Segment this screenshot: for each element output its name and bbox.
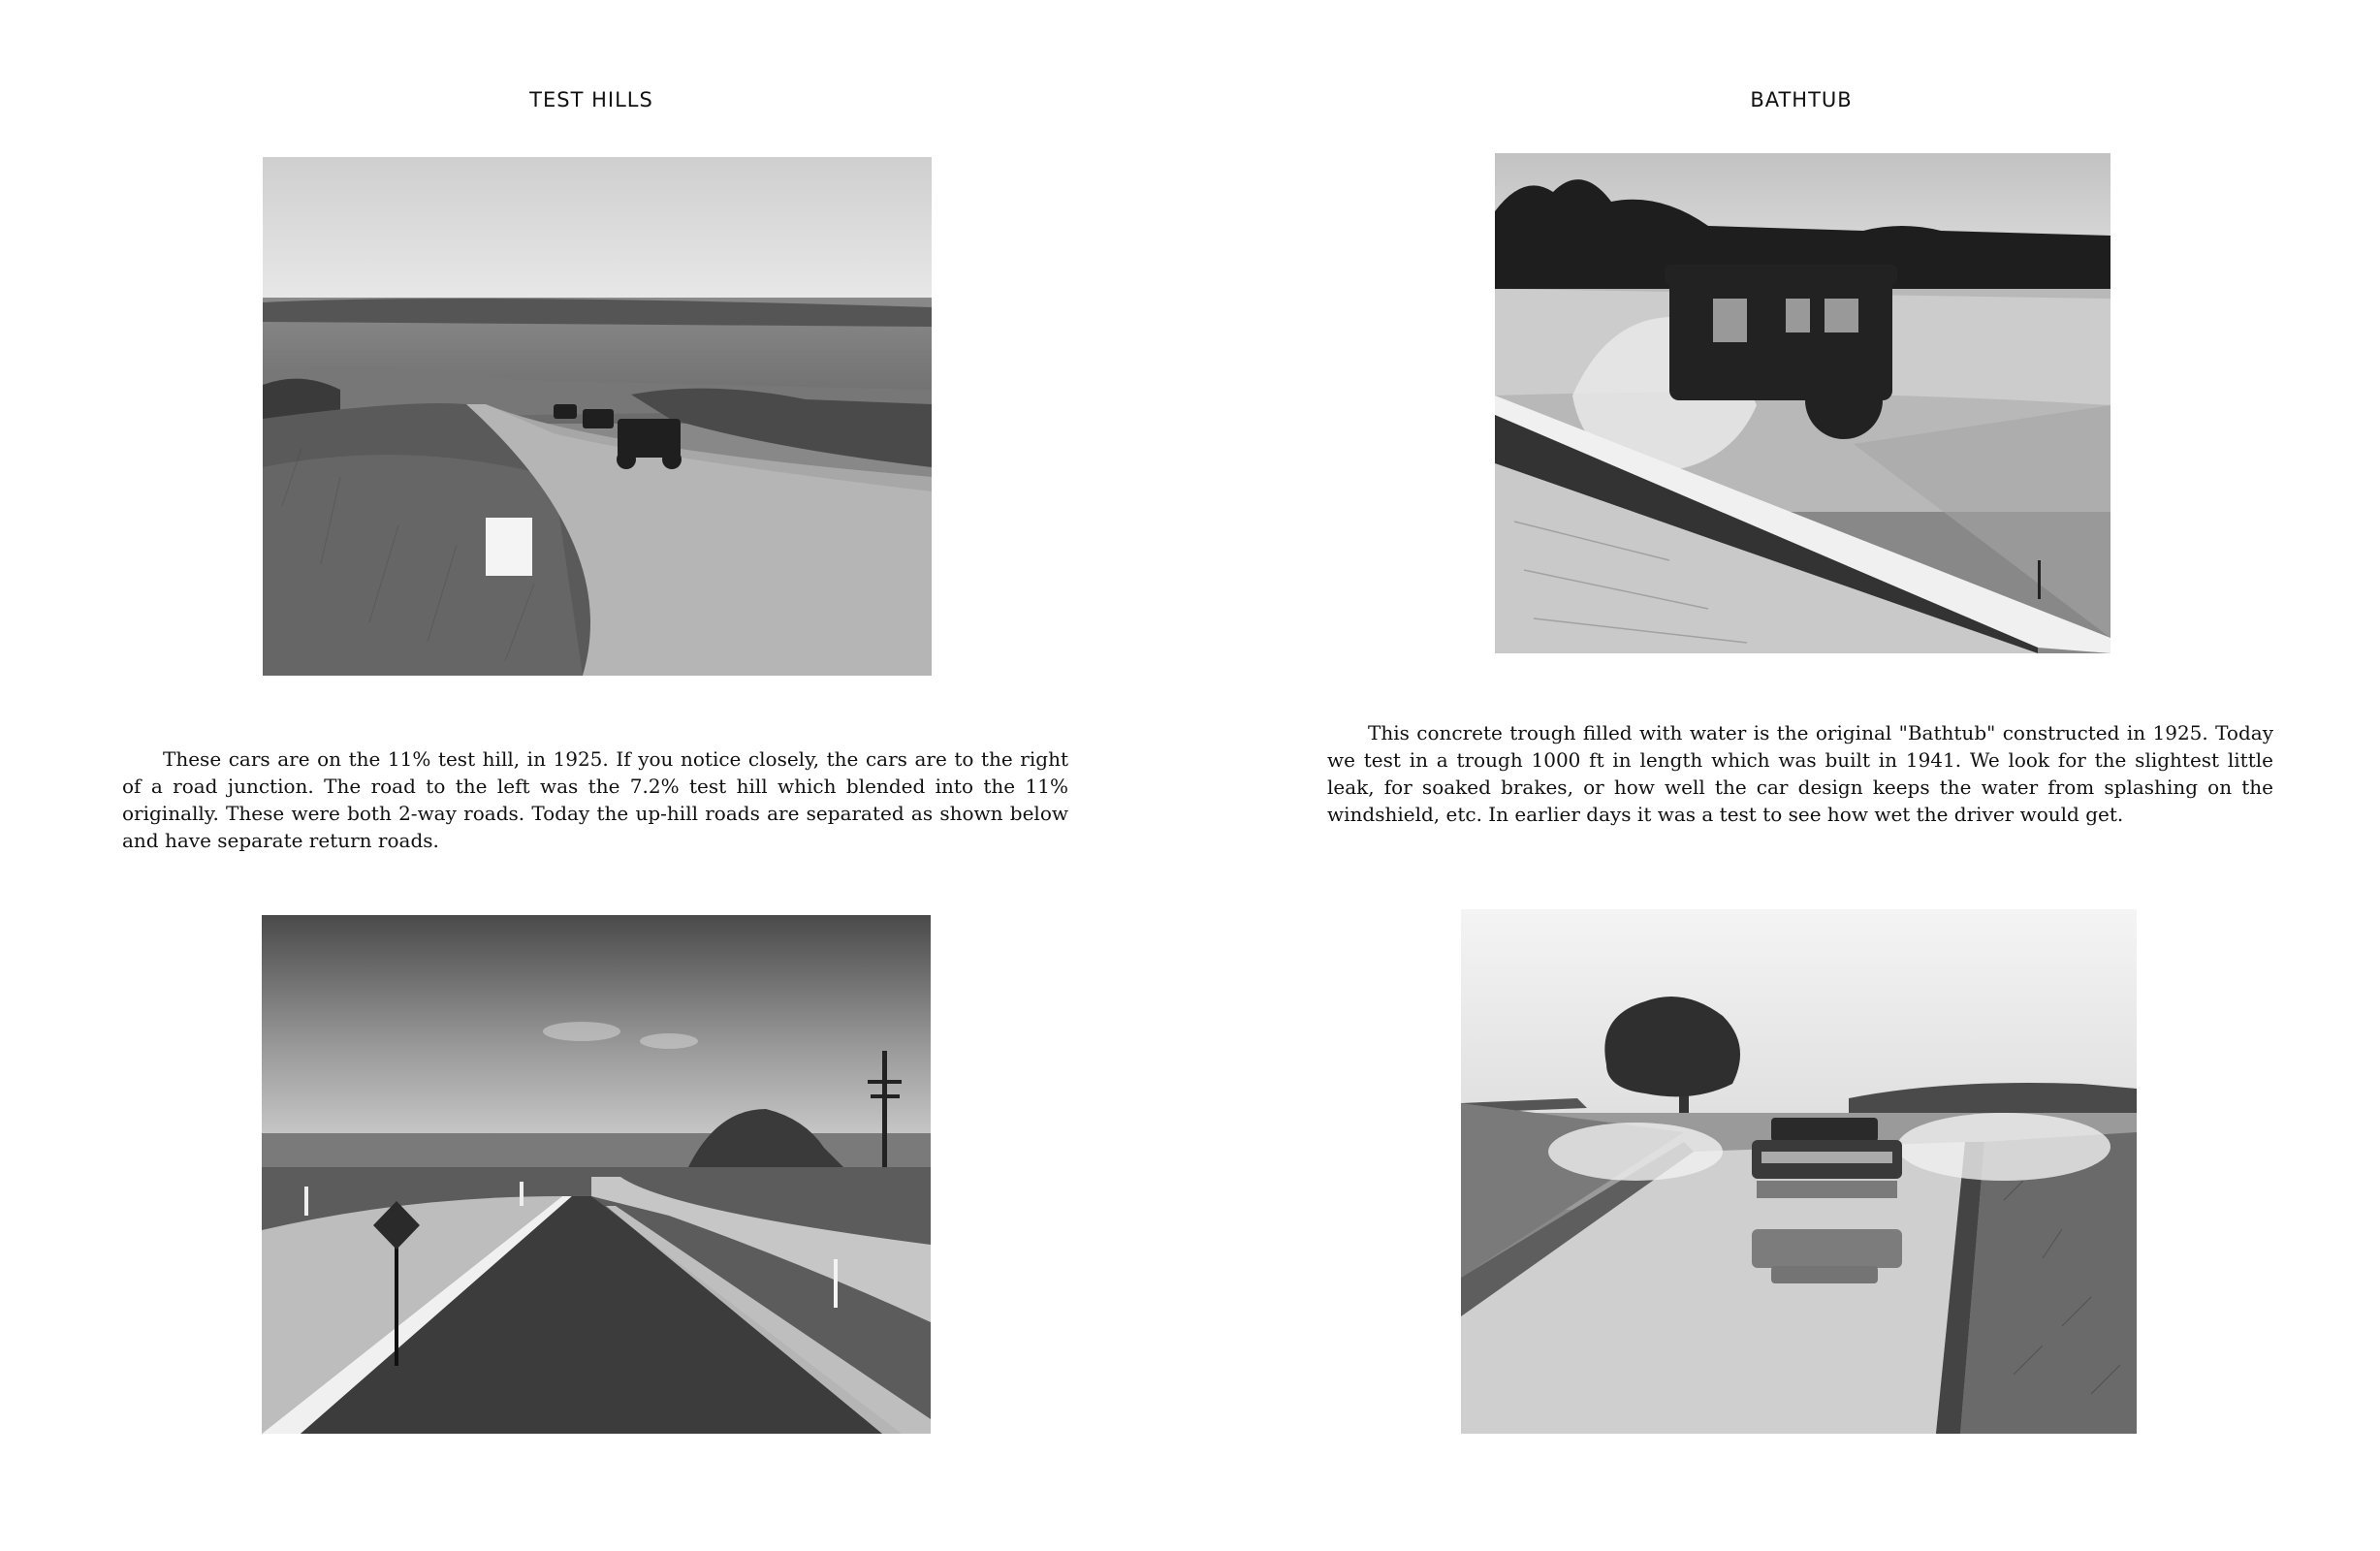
page-title-bathtub: BATHTUB <box>1750 88 1853 111</box>
photo-test-hills-today <box>262 915 931 1434</box>
photo-original-bathtub <box>1495 153 2110 653</box>
caption-text: This concrete trough filled with water is the original "Bathtub" constructed in 1925. Today we test in a trough 1000 ft in length which was built in 1941. We look for the slightest little leak, for soaked brakes, or how well the car design keeps the water from splashing on the windshield, etc. In earlier days it was a test to see how wet the driver would get. <box>1327 721 2273 826</box>
caption-test-hills <box>122 745 1068 854</box>
caption-bathtub <box>1327 719 2273 828</box>
caption-text: These cars are on the 11% test hill, in 1925. If you notice closely, the cars are to the right of a road junction. The road to the left was the 7.2% test hill which blended into the 11% originally. These were both 2-way roads. Today the up-hill roads are separated as shown below and have separate return roads. <box>122 747 1068 852</box>
photo-bathtub-today <box>1461 909 2137 1434</box>
page-title-test-hills: TEST HILLS <box>529 88 653 111</box>
photo-test-hill-1925 <box>263 157 932 676</box>
